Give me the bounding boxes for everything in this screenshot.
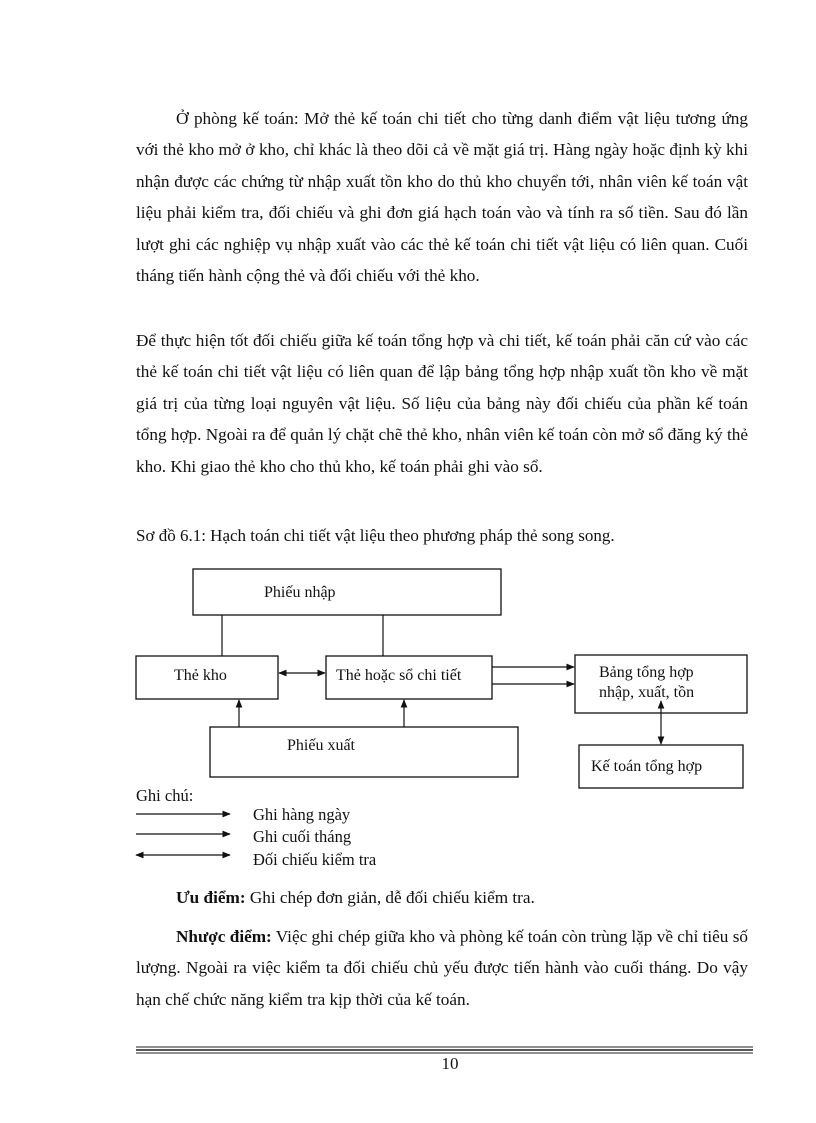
disadvantage-label: Nhược điểm:	[176, 927, 272, 946]
legend-label-daily: Ghi hàng ngày	[253, 805, 351, 824]
advantage-text: Ghi chép đơn giản, dễ đối chiếu kiểm tra.	[245, 888, 535, 907]
advantage-paragraph	[136, 882, 748, 913]
advantage-label: Ưu điểm:	[176, 888, 246, 907]
paragraph-1: Ở phòng kế toán: Mở thẻ kế toán chi tiết cho từng danh điểm vật liệu tương ứng với thẻ kho mở ở kho, chỉ khác là theo dõi cả về mặt giá trị. Hàng ngày hoặc định kỳ khi nhận được các chứng từ nhập xuất tồn kho do thủ kho chuyển tới, nhân viên kế toán vật liệu phải kiểm tra, đối chiếu và ghi đơn giá hạch toán vào và tính ra số tiền. Sau đó lần lượt ghi các nghiệp vụ nhập xuất vào các thẻ kế toán chi tiết vật liệu có liên quan. Cuối tháng tiến hành cộng thẻ và đối chiếu với thẻ kho.	[136, 109, 748, 286]
box-phieu-xuat	[210, 727, 518, 777]
page-number: 10	[441, 1054, 459, 1073]
disadvantage-paragraph	[136, 921, 748, 1015]
label-bang-tong-hop-1: Bảng tổng hợp	[599, 664, 694, 681]
paragraph-2: Để thực hiện tốt đối chiếu giữa kế toán tổng hợp và chi tiết, kế toán phải căn cứ vào các thẻ kế toán chi tiết vật liệu có liên quan để lập bảng tổng hợp nhập xuất tồn kho về mặt giá trị của từng loại nguyên vật liệu. Số liệu của bảng này đối chiếu của phần kế toán tổng hợp. Ngoài ra để quản lý chặt chẽ thẻ kho, nhân viên kế toán còn mở sổ đăng ký thẻ kho. Khi giao thẻ kho cho thủ kho, kế toán phải ghi vào sổ.	[136, 331, 748, 476]
label-the-hoac-so: Thẻ hoặc sổ chi tiết	[336, 667, 462, 684]
legend-label-month-end: Ghi cuối tháng	[253, 827, 352, 846]
diagram-caption: Sơ đồ 6.1: Hạch toán chi tiết vật liệu theo phương pháp thẻ song song.	[136, 526, 615, 545]
legend-title: Ghi chú:	[136, 786, 194, 805]
label-the-kho: Thẻ kho	[174, 667, 227, 684]
legend-label-reconcile: Đối chiếu kiểm tra	[253, 850, 377, 869]
label-ke-toan-tong-hop: Kế toán tổng hợp	[591, 758, 703, 775]
label-phieu-xuat: Phiếu xuất	[287, 737, 355, 754]
disadvantage-text: Việc ghi chép giữa kho và phòng kế toán còn trùng lặp về chỉ tiêu số lượng. Ngoài ra việc kiểm ta đối chiếu chủ yếu được tiến hành vào cuối tháng. Do vậy hạn chế chức năng kiểm tra kịp thời của kế toán.	[136, 927, 748, 1009]
box-phieu-nhap	[193, 569, 501, 615]
label-bang-tong-hop-2: nhập, xuất, tồn	[599, 684, 695, 701]
label-phieu-nhap: Phiếu nhập	[264, 584, 336, 601]
